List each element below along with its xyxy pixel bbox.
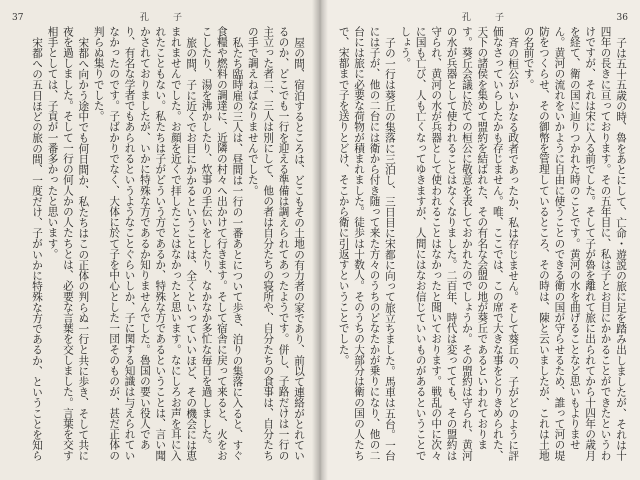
paragraph: 私たち臨時雇の三人は、昼間は一行の一番あとについて歩き、泊りの集落に入ると、すぐ食糧や燃料の調達に、近隣の村々へ出かけて行きます。そして宿舎に戻って来ると、火をおこしたり、湯を沸かしたり、炊事の手伝いをしたり、なかなか多忙な毎日を過しました。 bbox=[200, 26, 244, 461]
paragraph: 旅の間、子に近くでお目にかかるということは、全くといっていいほど、その機会には恵まれませんでした。お顔を近くで拝したことはなかったと思います。なにしろお声を耳に入れたこともない。私たちは子がどういう方であるか、特殊な方であるということは、言い聞かされておりましたが、いかに特殊な方であるか知りませんでした。魯国の要い役人であり、有名な学者でもあられるというようなことぐらいしか、子に関する知識は与えられていなかったのです。子ばかりでなく、大体に於て子を中心とした一団そのものが、甚だ正体の判らぬ集りでした。 bbox=[92, 26, 198, 461]
page-number: 36 bbox=[616, 13, 628, 23]
left-page bbox=[0, 0, 318, 480]
paragraph: 宋都へ向かう途中でも何日間か、私たちはこの正体の判らぬ一行と共に歩き、そして共に夜を過しました。そして一行の何人かの人たちとは、必要な言葉を交しました。言葉を交す相手としては、子貢が一番多かったと思います。 bbox=[46, 26, 90, 461]
book-gutter bbox=[312, 0, 328, 480]
paragraph: 宋都への五日ほどの旅の間、一度だけ、子がいかに特殊な方であるか、ということを知ら bbox=[31, 36, 44, 461]
body-text bbox=[328, 26, 628, 466]
paragraph: 子の一行は葵丘の集落に三泊し、三日目に宋都に向って旅立ちました。馬車は五台。一台には子が、他の二台には衛から付き随って来た方々のうちのどなたかが乗りになり、他の二台には旅に必要な荷物が積まれました。徒歩は十数人。そのうちの大部分は衛の国の人たちで、宋都まで子を送りとどけ、そこから衛に引返すということでした。 bbox=[337, 26, 396, 461]
body-text bbox=[10, 26, 306, 466]
page-number: 37 bbox=[12, 13, 24, 23]
running-head: 孔 子 bbox=[140, 13, 185, 23]
paragraph: 子は五十五歳の時、魯をあとにして、亡命・遊説の旅に足を踏み出しましたが、それは十四年の長きに亘っております。その五年目に、私は子とお目にかかることができたというわけですが、それは宋に入る前でした。そして子が魯を離れて旅に出られてから十四年の歳月を経て、衛の国に辿りつかれた時のことです。黄河の水を曲げることなど思いもよりません。黄河の流れをいかように自由に使うことのできる衛の国が守らせるため、誰って河の堤防をつくらせ、その御幣を管理しているところ、その時は、陳と云いましたが、これは土地の名前です。 bbox=[522, 26, 627, 461]
paragraph: 斉の桓公がいかなる政者であったか、私は存じません。そして葵丘の、子がどのように評価なさっていらしたかも存じません。唯、ここでは、この席で大きな事をとりきめられた、天下の諸侯を集めて盟約を結ばれた、その有名な会盟の地が葵丘であるといわれております。葵丘会議に於ての桓公に敬意を表しておかれたのでしょうか。その盟約は守られ、黄河の水が兵器として使われることはなくなりました。二百年、時代は変ってても、その盟約は守られ、黄河の水が兵器として使われることはなかったと聞いております。戦乱の中に次々に国も亡び、人も亡くなってゆきますが、人間にはなお信じていいものがあるということでしょう。 bbox=[399, 26, 520, 461]
right-page bbox=[322, 0, 640, 480]
paragraph: 屋の間、宿泊するところは、どこもその土地の有力者の家であり、前以て連絡がとれているのか、どこでも一行を迎える準備は調えられてあったようです。併し、子路だけは一行の主立った者二、三人は別にして、他の者は自分たちの寝所や、自分たちの食事は、自分たちの手で調えねばなりませんでした。 bbox=[246, 26, 305, 461]
running-head: 孔 子 bbox=[462, 13, 507, 23]
